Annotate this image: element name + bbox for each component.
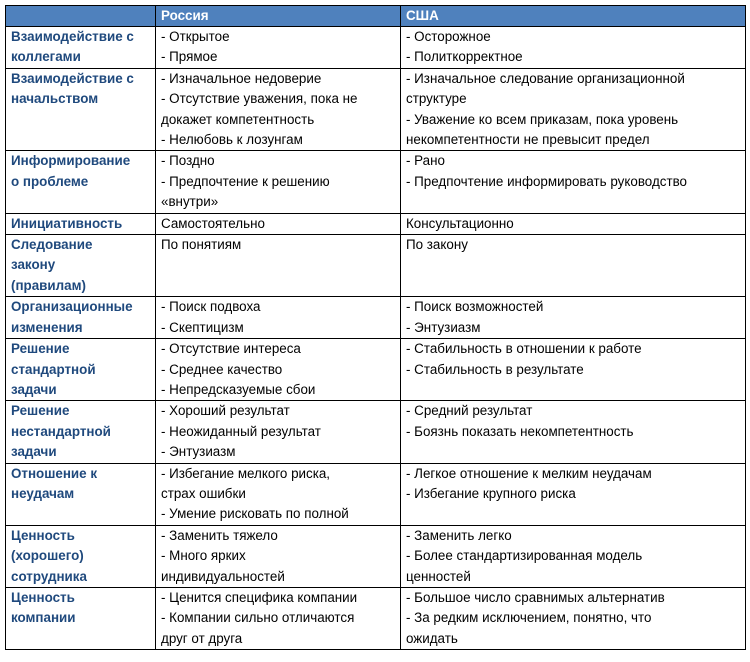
table-row	[6, 297, 746, 339]
table-row	[6, 525, 746, 587]
cell-line: - Нелюбовь к лозунгам	[161, 132, 303, 148]
cell-usa	[401, 151, 746, 213]
table-row	[6, 235, 746, 297]
cell-line: задачи	[11, 381, 57, 397]
cell-usa	[401, 68, 746, 151]
cell-line: - Поиск подвоха	[161, 299, 261, 315]
row-criterion	[6, 235, 156, 297]
cell-line: - Заменить легко	[406, 527, 512, 543]
cell-russia	[156, 151, 401, 213]
cell-line: (правилам)	[11, 277, 86, 293]
row-criterion	[6, 339, 156, 401]
header-usa: США	[401, 6, 746, 27]
cell-russia	[156, 339, 401, 401]
cell-line: - Непредсказуемые сбои	[161, 381, 316, 397]
cell-line: - Ценится специфика компании	[161, 589, 358, 605]
cell-line: Информирование	[11, 153, 131, 169]
cell-line: (хорошего)	[11, 548, 84, 564]
cell-line: - Неожиданный результат	[161, 423, 321, 439]
cell-line: - Средний результат	[406, 403, 533, 419]
cell-line: По закону	[406, 237, 468, 253]
cell-line: Инициативность	[11, 215, 123, 231]
row-criterion	[6, 587, 156, 649]
cell-line: - Заменить тяжело	[161, 527, 278, 543]
cell-line: некомпетентности не превысит предел	[406, 132, 650, 148]
row-criterion	[6, 68, 156, 151]
cell-line: Организационные	[11, 299, 133, 315]
cell-line: - Осторожное	[406, 29, 491, 44]
cell-line: - Предпочтение к решению	[161, 173, 330, 189]
cell-usa	[401, 463, 746, 525]
cell-line: нестандартной	[11, 423, 111, 439]
cell-line: о проблеме	[11, 173, 89, 189]
cell-line: - Уважение ко всем приказам, пока уровень	[406, 111, 679, 127]
cell-line: закону	[11, 257, 56, 273]
cell-line: - Более стандартизированная модель	[406, 548, 643, 564]
cell-line: - Поиск возможностей	[406, 299, 544, 315]
cell-line: страх ошибки	[161, 485, 246, 501]
cell-line: - Избегание крупного риска	[406, 485, 576, 501]
cell-line: Взаимодействие с	[11, 70, 134, 86]
cell-line: индивидуальностей	[161, 568, 285, 584]
cell-usa	[401, 235, 746, 297]
cell-line: неудачам	[11, 485, 75, 501]
table-row	[6, 213, 746, 234]
cell-line: - Прямое	[161, 49, 218, 65]
comparison-table	[5, 5, 746, 650]
cell-line: докажет компетентность	[161, 111, 315, 127]
cell-line: - Стабильность в результате	[406, 361, 584, 377]
cell-line: - За редким исключением, понятно, что	[406, 610, 652, 626]
cell-line: Ценность	[11, 527, 75, 543]
cell-line: - Много ярких	[161, 548, 246, 564]
cell-russia	[156, 587, 401, 649]
cell-usa	[401, 297, 746, 339]
table-row	[6, 68, 746, 151]
cell-line: Решение	[11, 403, 70, 419]
row-criterion	[6, 297, 156, 339]
cell-usa	[401, 27, 746, 69]
cell-line: - Политкорректное	[406, 49, 523, 65]
cell-line: начальством	[11, 91, 99, 107]
cell-line: стандартной	[11, 361, 96, 377]
cell-russia	[156, 213, 401, 234]
cell-russia	[156, 525, 401, 587]
cell-line: изменения	[11, 319, 83, 335]
cell-line: - Среднее качество	[161, 361, 283, 377]
cell-usa	[401, 525, 746, 587]
cell-line: - Легкое отношение к мелким неудачам	[406, 465, 652, 481]
cell-line: - Стабильность в отношении к работе	[406, 341, 642, 357]
table-row	[6, 151, 746, 213]
cell-russia	[156, 27, 401, 69]
row-criterion	[6, 27, 156, 69]
cell-line: - Предпочтение информировать руководство	[406, 173, 687, 189]
row-criterion	[6, 151, 156, 213]
row-criterion	[6, 463, 156, 525]
cell-usa	[401, 587, 746, 649]
cell-russia	[156, 463, 401, 525]
cell-line: - Поздно	[161, 153, 215, 169]
cell-line: ценностей	[406, 568, 471, 584]
row-criterion	[6, 525, 156, 587]
cell-line: - Изначальное недоверие	[161, 70, 322, 86]
cell-line: - Отсутствие интереса	[161, 341, 301, 357]
cell-line: Взаимодействие с	[11, 29, 134, 44]
cell-line: - Отсутствие уважения, пока не	[161, 91, 358, 107]
cell-usa	[401, 401, 746, 463]
cell-line: Решение	[11, 341, 70, 357]
cell-line: - Компании сильно отличаются	[161, 610, 355, 626]
cell-usa	[401, 339, 746, 401]
cell-line: - Изначальное следование организационной	[406, 70, 685, 86]
cell-russia	[156, 297, 401, 339]
cell-line: - Избегание мелкого риска,	[161, 465, 331, 481]
cell-line: сотрудника	[11, 568, 87, 584]
cell-line: структуре	[406, 91, 467, 107]
cell-usa	[401, 213, 746, 234]
cell-line: «внутри»	[161, 194, 219, 210]
cell-line: - Хороший результат	[161, 403, 290, 419]
row-criterion	[6, 213, 156, 234]
cell-line: Консультационно	[406, 215, 514, 231]
table-row	[6, 401, 746, 463]
cell-line: друг от друга	[161, 630, 243, 646]
table-row	[6, 587, 746, 649]
table-row	[6, 27, 746, 69]
cell-line: - Боязнь показать некомпетентность	[406, 423, 634, 439]
cell-line: коллегами	[11, 49, 81, 65]
cell-line: - Умение рисковать по полной	[161, 506, 349, 522]
cell-russia	[156, 68, 401, 151]
table-row	[6, 463, 746, 525]
cell-line: задачи	[11, 444, 57, 460]
cell-line: компании	[11, 610, 76, 626]
table-row	[6, 339, 746, 401]
cell-line: - Большое число сравнимых альтернатив	[406, 589, 665, 605]
cell-line: - Энтузиазм	[161, 444, 236, 460]
cell-line: Самостоятельно	[161, 215, 265, 231]
cell-line: Следование	[11, 237, 93, 253]
row-criterion	[6, 401, 156, 463]
header-row	[6, 6, 746, 27]
cell-line: ожидать	[406, 630, 458, 646]
cell-line: По понятиям	[161, 237, 242, 253]
cell-russia	[156, 401, 401, 463]
cell-russia	[156, 235, 401, 297]
cell-line: - Рано	[406, 153, 445, 169]
table-body	[6, 27, 746, 650]
cell-line: Отношение к	[11, 465, 98, 481]
header-russia: Россия	[156, 6, 401, 27]
cell-line: - Скептицизм	[161, 319, 244, 335]
cell-line: - Открытое	[161, 29, 230, 44]
cell-line: - Энтузиазм	[406, 319, 481, 335]
cell-line: Ценность	[11, 589, 75, 605]
header-criterion	[6, 6, 156, 27]
